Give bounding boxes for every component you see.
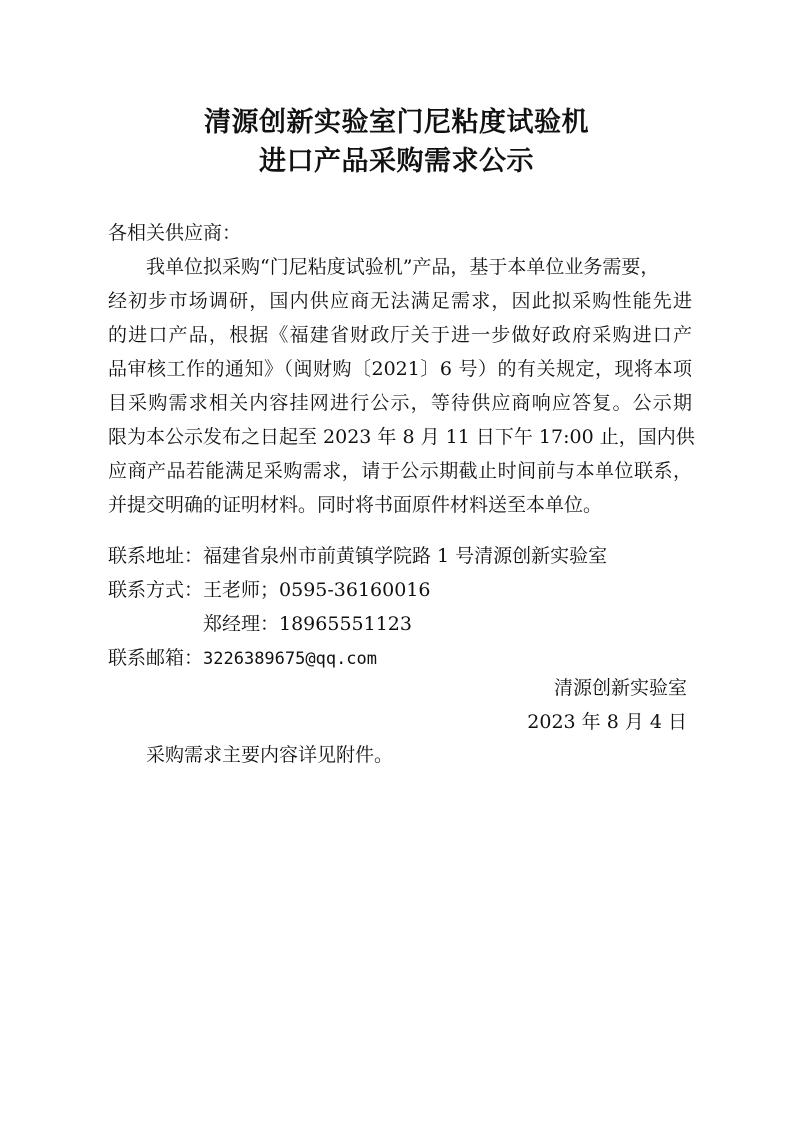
body-line: 的进口产品，根据《福建省财政厅关于进一步做好政府采购进口产 (108, 324, 692, 346)
contact-address-label: 联系地址： (108, 545, 204, 567)
signature-date: 2023 年 8 月 4 日 (527, 711, 687, 733)
body-line: 目采购需求相关内容挂网进行公示，等待供应商响应答复。公示期 (108, 392, 692, 414)
contact-person-1: 王老师；0595-36160016 (203, 579, 431, 601)
contact-method-label: 联系方式： (108, 579, 204, 601)
body-line: 经初步市场调研，国内供应商无法满足需求，因此拟采购性能先进 (108, 290, 692, 312)
body-line: 品审核工作的通知》（闽财购〔2021〕6 号）的有关规定，现将本项 (108, 358, 692, 380)
contact-email-label: 联系邮箱： (108, 647, 204, 669)
page-title: 清源创新实验室门尼粘度试验机 (204, 107, 589, 138)
contact-address: 福建省泉州市前黄镇学院路 1 号清源创新实验室 (203, 545, 608, 567)
contact-method-row (108, 577, 431, 603)
signature-org: 清源创新实验室 (553, 677, 687, 699)
salutation: 各相关供应商： (108, 222, 242, 244)
contact-address-row (108, 543, 607, 569)
contact-email[interactable]: 3226389675@qq.com (203, 649, 378, 669)
body-line: 限为本公示发布之日起至 2023 年 8 月 11 日下午 17:00 止，国内供 (108, 426, 695, 448)
page-subtitle: 进口产品采购需求公示 (259, 146, 534, 177)
body-line: 并提交明确的证明材料。同时将书面原件材料送至本单位。 (108, 494, 603, 516)
body-line: 应商产品若能满足采购需求，请于公示期截止时间前与本单位联系， (108, 460, 692, 482)
contact-email-row (108, 645, 377, 672)
contact-person-2: 郑经理：18965551123 (203, 613, 412, 635)
attachment-note: 采购需求主要内容详见附件。 (146, 744, 394, 766)
body-line: 我单位拟采购“门尼粘度试验机”产品，基于本单位业务需要， (146, 256, 660, 278)
